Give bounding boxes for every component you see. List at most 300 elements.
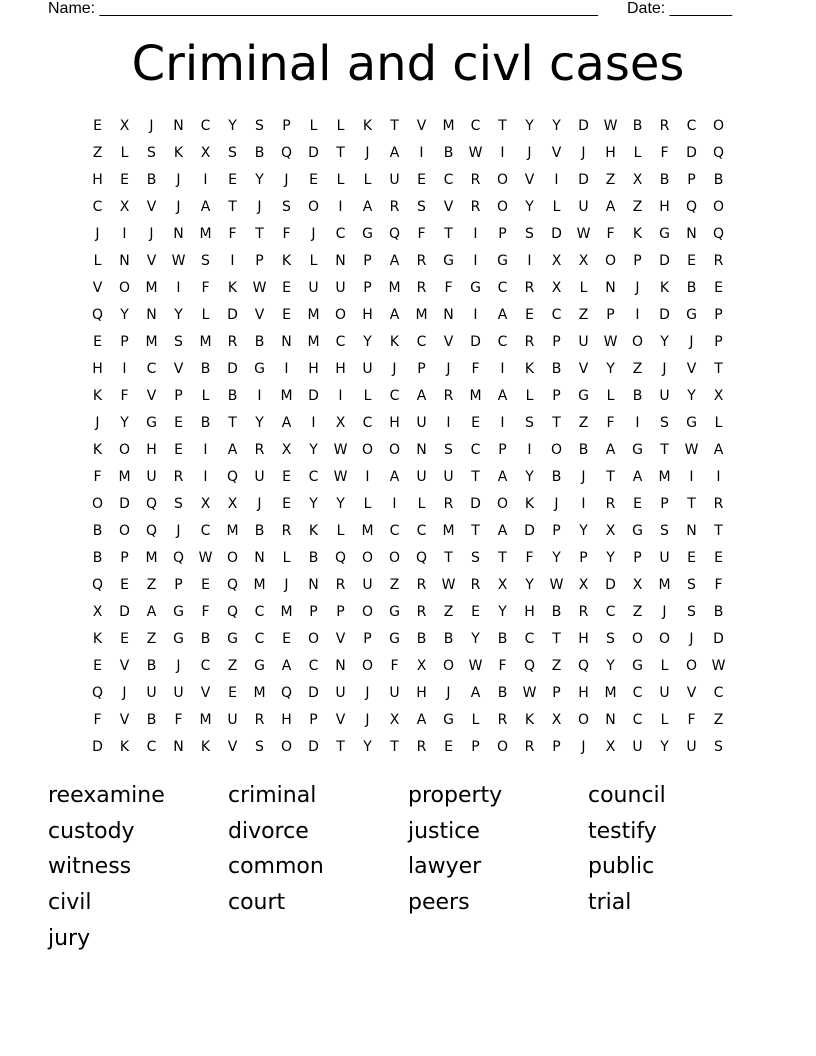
word-list-item: testify: [588, 818, 657, 844]
grid-letter: D: [659, 307, 670, 323]
grid-letter: G: [173, 604, 184, 620]
grid-letter: J: [176, 658, 181, 674]
grid-letter: E: [687, 550, 696, 566]
grid-letter: O: [307, 199, 320, 215]
date-field-line: Date: _______: [627, 0, 732, 17]
grid-letter: C: [308, 658, 319, 674]
grid-letter: Y: [606, 361, 615, 377]
grid-letter: I: [203, 469, 208, 485]
grid-letter: K: [92, 631, 103, 647]
grid-letter: L: [660, 658, 669, 674]
grid-letter: G: [389, 604, 400, 620]
grid-letter: P: [363, 280, 372, 296]
grid-letter: R: [416, 253, 427, 269]
grid-letter: E: [228, 172, 237, 188]
grid-letter: K: [92, 442, 103, 458]
word-list-item: property: [408, 783, 503, 808]
grid-letter: I: [230, 253, 235, 269]
grid-row: [84, 410, 732, 437]
grid-letter: T: [471, 469, 480, 485]
grid-letter: U: [227, 712, 238, 728]
grid-row: [84, 545, 732, 572]
grid-letter: W: [603, 118, 618, 134]
grid-letter: O: [118, 523, 131, 539]
grid-letter: G: [632, 442, 643, 458]
word-list-item: reexamine: [48, 783, 165, 808]
page-title: Criminal and civl cases: [131, 36, 685, 92]
grid-row: [84, 491, 732, 518]
grid-row: [84, 680, 732, 707]
grid-letter: J: [365, 685, 370, 701]
grid-letter: M: [199, 226, 212, 242]
grid-letter: Q: [91, 307, 104, 323]
grid-letter: M: [658, 577, 671, 593]
grid-letter: L: [336, 172, 345, 188]
grid-letter: V: [119, 712, 130, 728]
grid-letter: J: [176, 523, 181, 539]
grid-letter: U: [389, 685, 400, 701]
grid-letter: L: [201, 388, 210, 404]
grid-letter: E: [282, 469, 291, 485]
grid-letter: C: [389, 388, 400, 404]
grid-letter: Z: [146, 631, 157, 647]
grid-letter: T: [336, 145, 345, 161]
grid-letter: B: [146, 172, 157, 188]
grid-letter: V: [200, 685, 211, 701]
grid-letter: X: [200, 496, 211, 512]
grid-letter: P: [174, 577, 183, 593]
grid-letter: P: [552, 739, 561, 755]
grid-letter: H: [416, 685, 427, 701]
grid-letter: N: [173, 739, 184, 755]
grid-letter: M: [415, 307, 428, 323]
grid-letter: V: [146, 388, 157, 404]
grid-letter: R: [497, 712, 508, 728]
grid-letter: A: [416, 388, 427, 404]
grid-letter: X: [497, 577, 508, 593]
grid-letter: C: [146, 361, 157, 377]
grid-letter: O: [550, 442, 563, 458]
grid-letter: W: [468, 658, 483, 674]
grid-letter: J: [662, 604, 667, 620]
grid-letter: P: [336, 604, 345, 620]
grid-letter: A: [281, 658, 292, 674]
grid-letter: L: [363, 172, 372, 188]
grid-letter: T: [498, 550, 507, 566]
grid-letter: D: [119, 496, 130, 512]
grid-letter: Z: [146, 577, 157, 593]
grid-letter: C: [335, 334, 346, 350]
grid-letter: E: [417, 172, 426, 188]
grid-letter: N: [605, 280, 616, 296]
grid-letter: A: [362, 199, 373, 215]
grid-letter: O: [604, 253, 617, 269]
grid-row: [84, 707, 732, 734]
grid-letter: B: [146, 658, 157, 674]
grid-letter: E: [93, 658, 102, 674]
grid-letter: O: [307, 631, 320, 647]
grid-letter: E: [633, 496, 642, 512]
grid-letter: T: [390, 739, 399, 755]
grid-letter: J: [635, 280, 640, 296]
grid-letter: B: [578, 442, 589, 458]
grid-row: [84, 221, 732, 248]
grid-letter: H: [389, 415, 400, 431]
grid-letter: T: [552, 415, 561, 431]
grid-letter: X: [389, 712, 400, 728]
grid-letter: D: [713, 631, 724, 647]
grid-letter: I: [635, 307, 640, 323]
grid-letter: S: [147, 145, 156, 161]
grid-row: [84, 248, 732, 275]
grid-letter: H: [362, 307, 373, 323]
grid-letter: L: [714, 415, 723, 431]
grid-letter: U: [416, 415, 427, 431]
grid-letter: T: [552, 631, 561, 647]
grid-letter: E: [93, 118, 102, 134]
grid-letter: N: [173, 118, 184, 134]
grid-letter: P: [633, 550, 642, 566]
grid-letter: T: [498, 118, 507, 134]
grid-letter: Z: [713, 712, 724, 728]
grid-letter: P: [498, 442, 507, 458]
grid-letter: D: [524, 523, 535, 539]
grid-letter: B: [200, 631, 211, 647]
grid-letter: A: [497, 388, 508, 404]
grid-letter: Z: [389, 577, 400, 593]
grid-letter: R: [524, 334, 535, 350]
grid-letter: Z: [632, 604, 643, 620]
grid-letter: T: [444, 550, 453, 566]
grid-letter: K: [524, 496, 535, 512]
grid-letter: M: [145, 280, 158, 296]
grid-letter: D: [308, 739, 319, 755]
grid-letter: E: [444, 739, 453, 755]
grid-row: [84, 653, 732, 680]
grid-row: [84, 194, 732, 221]
grid-letter: R: [713, 253, 724, 269]
grid-letter: V: [524, 172, 535, 188]
grid-letter: W: [684, 442, 699, 458]
word-list-item: criminal: [228, 783, 317, 808]
grid-letter: Q: [280, 685, 293, 701]
grid-letter: R: [470, 577, 481, 593]
grid-letter: U: [362, 577, 373, 593]
grid-letter: A: [713, 442, 724, 458]
grid-letter: B: [254, 145, 265, 161]
grid-letter: F: [606, 415, 615, 431]
word-list-item: witness: [48, 854, 132, 880]
grid-letter: I: [500, 361, 505, 377]
grid-letter: R: [524, 280, 535, 296]
grid-letter: L: [417, 496, 426, 512]
grid-letter: N: [335, 253, 346, 269]
grid-letter: M: [280, 604, 293, 620]
grid-letter: M: [145, 334, 158, 350]
grid-letter: R: [578, 604, 589, 620]
grid-letter: P: [633, 253, 642, 269]
word-list-item: court: [228, 890, 286, 916]
grid-letter: R: [416, 604, 427, 620]
grid-letter: J: [311, 226, 316, 242]
grid-letter: T: [471, 523, 480, 539]
grid-letter: J: [662, 361, 667, 377]
grid-letter: N: [146, 307, 157, 323]
grid-letter: C: [146, 739, 157, 755]
grid-letter: N: [119, 253, 130, 269]
grid-letter: W: [603, 334, 618, 350]
grid-letter: P: [417, 361, 426, 377]
grid-letter: W: [333, 469, 348, 485]
grid-letter: C: [200, 118, 211, 134]
grid-letter: E: [309, 172, 318, 188]
grid-letter: H: [335, 361, 346, 377]
grid-letter: X: [551, 280, 562, 296]
grid-letter: Y: [174, 307, 183, 323]
grid-letter: D: [119, 604, 130, 620]
grid-letter: X: [335, 415, 346, 431]
grid-letter: R: [254, 442, 265, 458]
grid-letter: J: [284, 577, 289, 593]
grid-letter: Q: [226, 604, 239, 620]
grid-letter: R: [605, 496, 616, 512]
grid-letter: C: [308, 469, 319, 485]
grid-letter: L: [120, 145, 129, 161]
grid-letter: D: [578, 118, 589, 134]
grid-letter: G: [632, 523, 643, 539]
grid-letter: E: [228, 685, 237, 701]
grid-letter: Y: [255, 172, 264, 188]
grid-letter: P: [120, 334, 129, 350]
grid-letter: Z: [578, 415, 589, 431]
grid-letter: F: [93, 712, 102, 728]
word-list-item: peers: [408, 890, 470, 916]
grid-letter: E: [714, 280, 723, 296]
grid-letter: U: [146, 685, 157, 701]
grid-letter: U: [416, 469, 427, 485]
grid-letter: B: [632, 118, 643, 134]
grid-letter: S: [174, 334, 183, 350]
grid-letter: A: [497, 307, 508, 323]
grid-letter: X: [92, 604, 103, 620]
grid-letter: V: [551, 145, 562, 161]
grid-letter: B: [146, 712, 157, 728]
grid-letter: P: [471, 739, 480, 755]
grid-letter: M: [226, 523, 239, 539]
grid-letter: D: [551, 226, 562, 242]
grid-letter: R: [470, 172, 481, 188]
grid-letter: K: [362, 118, 373, 134]
grid-letter: A: [605, 442, 616, 458]
grid-letter: W: [468, 145, 483, 161]
grid-letter: X: [632, 172, 643, 188]
grid-letter: A: [605, 199, 616, 215]
grid-letter: I: [122, 361, 127, 377]
grid-letter: M: [442, 523, 455, 539]
grid-letter: V: [173, 361, 184, 377]
grid-letter: G: [146, 415, 157, 431]
grid-letter: E: [714, 550, 723, 566]
grid-letter: A: [389, 307, 400, 323]
grid-letter: Z: [578, 307, 589, 323]
grid-letter: O: [631, 631, 644, 647]
grid-letter: Q: [145, 496, 158, 512]
grid-letter: H: [92, 172, 103, 188]
grid-letter: Y: [579, 523, 588, 539]
grid-letter: X: [119, 199, 130, 215]
grid-row: [84, 518, 732, 545]
grid-letter: I: [446, 415, 451, 431]
grid-letter: P: [174, 388, 183, 404]
grid-letter: H: [281, 712, 292, 728]
grid-letter: G: [578, 388, 589, 404]
grid-letter: K: [281, 253, 292, 269]
grid-letter: U: [578, 199, 589, 215]
grid-letter: O: [361, 550, 374, 566]
grid-letter: B: [632, 388, 643, 404]
grid-letter: C: [416, 523, 427, 539]
grid-letter: I: [203, 442, 208, 458]
grid-letter: S: [255, 118, 264, 134]
grid-letter: R: [713, 496, 724, 512]
grid-letter: U: [389, 172, 400, 188]
grid-letter: C: [524, 631, 535, 647]
grid-letter: P: [660, 496, 669, 512]
grid-letter: M: [442, 118, 455, 134]
grid-letter: E: [120, 172, 129, 188]
grid-letter: B: [551, 469, 562, 485]
grid-letter: J: [176, 199, 181, 215]
grid-letter: Q: [388, 226, 401, 242]
grid-row: [84, 140, 732, 167]
grid-letter: B: [416, 631, 427, 647]
grid-letter: E: [687, 253, 696, 269]
grid-letter: A: [281, 415, 292, 431]
grid-letter: R: [524, 739, 535, 755]
grid-letter: Q: [523, 658, 536, 674]
grid-letter: J: [581, 739, 586, 755]
grid-letter: I: [716, 469, 721, 485]
grid-letter: I: [392, 496, 397, 512]
grid-letter: Y: [363, 334, 372, 350]
grid-letter: I: [365, 469, 370, 485]
grid-letter: D: [92, 739, 103, 755]
grid-letter: J: [257, 496, 262, 512]
grid-letter: N: [443, 307, 454, 323]
grid-letter: A: [470, 685, 481, 701]
grid-row: [84, 383, 732, 410]
grid-letter: F: [201, 604, 210, 620]
grid-letter: F: [660, 145, 669, 161]
grid-letter: W: [711, 658, 726, 674]
grid-letter: F: [444, 280, 453, 296]
grid-letter: C: [632, 685, 643, 701]
grid-letter: I: [257, 388, 262, 404]
grid-letter: L: [309, 118, 318, 134]
grid-letter: Q: [334, 550, 347, 566]
grid-letter: D: [605, 577, 616, 593]
grid-letter: I: [311, 415, 316, 431]
grid-letter: J: [446, 361, 451, 377]
grid-letter: J: [689, 334, 694, 350]
grid-letter: J: [122, 685, 127, 701]
grid-letter: I: [473, 226, 478, 242]
grid-letter: O: [712, 199, 725, 215]
grid-letter: X: [200, 145, 211, 161]
grid-letter: P: [255, 253, 264, 269]
grid-letter: Y: [552, 118, 561, 134]
grid-letter: U: [173, 685, 184, 701]
grid-letter: E: [282, 307, 291, 323]
grid-letter: U: [443, 469, 454, 485]
grid-letter: Q: [712, 145, 725, 161]
grid-letter: Z: [632, 361, 643, 377]
word-list-item: jury: [48, 925, 91, 951]
grid-letter: D: [308, 685, 319, 701]
grid-letter: Y: [525, 577, 534, 593]
grid-letter: Q: [577, 658, 590, 674]
grid-letter: U: [146, 469, 157, 485]
grid-letter: J: [446, 685, 451, 701]
grid-letter: O: [388, 442, 401, 458]
grid-letter: Q: [415, 550, 428, 566]
grid-letter: E: [471, 415, 480, 431]
grid-letter: Y: [309, 442, 318, 458]
grid-letter: I: [554, 172, 559, 188]
grid-letter: M: [280, 388, 293, 404]
grid-letter: S: [660, 523, 669, 539]
grid-letter: X: [416, 658, 427, 674]
word-list-item: custody: [48, 818, 135, 844]
grid-letter: F: [606, 226, 615, 242]
grid-letter: R: [416, 577, 427, 593]
grid-letter: O: [91, 496, 104, 512]
grid-letter: Y: [660, 334, 669, 350]
grid-letter: I: [689, 469, 694, 485]
grid-letter: P: [579, 550, 588, 566]
grid-letter: S: [525, 415, 534, 431]
grid-letter: E: [282, 280, 291, 296]
grid-letter: K: [524, 361, 535, 377]
grid-letter: S: [471, 550, 480, 566]
word-list: [48, 778, 768, 956]
grid-letter: B: [443, 631, 454, 647]
grid-letter: O: [496, 172, 509, 188]
grid-letter: K: [227, 280, 238, 296]
grid-letter: C: [254, 631, 265, 647]
grid-letter: V: [146, 199, 157, 215]
grid-letter: T: [660, 442, 669, 458]
grid-letter: S: [687, 604, 696, 620]
grid-letter: H: [308, 361, 319, 377]
grid-letter: Y: [309, 496, 318, 512]
grid-letter: B: [497, 631, 508, 647]
grid-letter: F: [120, 388, 129, 404]
grid-letter: P: [309, 712, 318, 728]
grid-letter: G: [632, 658, 643, 674]
grid-letter: L: [93, 253, 102, 269]
grid-letter: C: [335, 226, 346, 242]
grid-letter: Y: [228, 118, 237, 134]
grid-letter: C: [470, 118, 481, 134]
grid-letter: U: [308, 280, 319, 296]
grid-letter: U: [335, 280, 346, 296]
grid-letter: E: [174, 415, 183, 431]
grid-letter: F: [471, 361, 480, 377]
grid-letter: Q: [280, 145, 293, 161]
grid-row: [84, 275, 732, 302]
grid-letter: S: [174, 496, 183, 512]
